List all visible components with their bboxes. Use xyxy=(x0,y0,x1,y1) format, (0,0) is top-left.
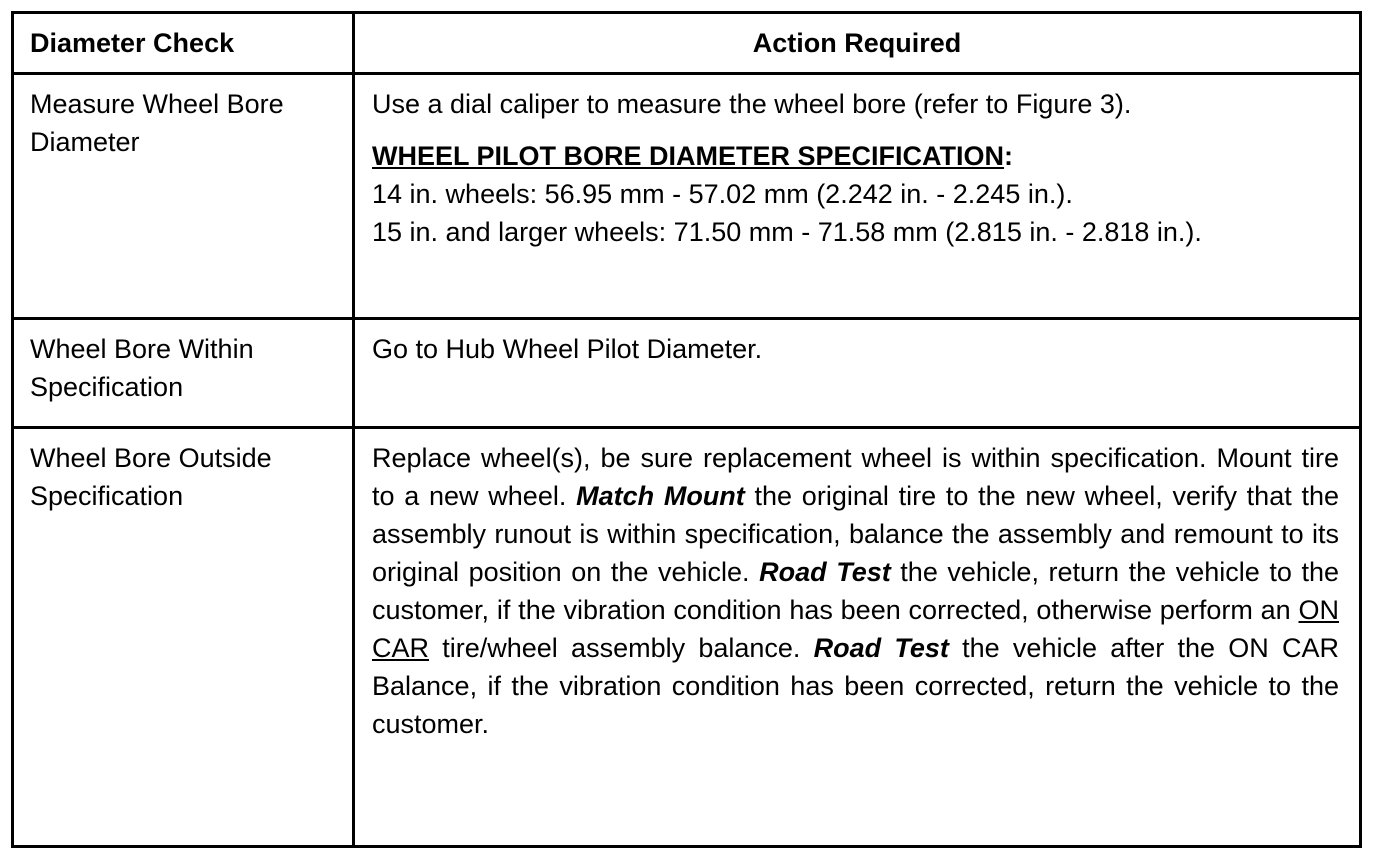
action-cell xyxy=(354,428,1361,847)
column-header-action-required: Action Required xyxy=(354,13,1361,74)
column-header-diameter-check: Diameter Check xyxy=(13,13,354,74)
spec-heading xyxy=(372,137,1339,175)
action-text: tire/wheel assembly balance. xyxy=(429,633,814,663)
action-text: the vehicle, return the vehicle to the customer, if the vibration condition has been corrected, otherwise perform an xyxy=(372,557,1340,625)
emphasis-road-test: Road Test xyxy=(813,633,949,663)
underline-on-car: ON CAR xyxy=(372,595,1339,663)
emphasis-match-mount: Match Mount xyxy=(576,481,745,511)
action-text: the original tire to the new wheel, verify that the assembly runout is within specification, balance the assembly and remount to its original position on the vehicle. xyxy=(372,481,1339,587)
emphasis-road-test: Road Test xyxy=(759,557,891,587)
table-header-row xyxy=(13,13,1361,74)
check-cell: Measure Wheel Bore Diameter xyxy=(13,74,354,319)
spec-line: 15 in. and larger wheels: 71.50 mm - 71.58 mm (2.815 in. - 2.818 in.). xyxy=(372,217,1202,247)
spec-heading-text: WHEEL PILOT BORE DIAMETER SPECIFICATION xyxy=(372,141,1005,171)
spec-line: 14 in. wheels: 56.95 mm - 57.02 mm (2.242 in. - 2.245 in.). xyxy=(372,179,1073,209)
action-text: Replace wheel(s), be sure replacement wheel is within specification. Mount tire to a new wheel. xyxy=(372,443,1339,511)
action-intro: Use a dial caliper to measure the wheel bore (refer to Figure 3). xyxy=(372,89,1132,119)
check-cell: Wheel Bore Outside Specification xyxy=(13,428,354,847)
action-cell: Go to Hub Wheel Pilot Diameter. xyxy=(354,319,1361,428)
table-row xyxy=(13,74,1361,319)
action-cell xyxy=(354,74,1361,319)
spec-heading-colon: : xyxy=(1004,141,1014,171)
diameter-check-table xyxy=(11,11,1362,848)
table-row xyxy=(13,319,1361,428)
action-text: the vehicle after the ON CAR Balance, if the vibration condition has been corrected, return the vehicle to the customer. xyxy=(372,633,1340,739)
table-row xyxy=(13,428,1361,847)
check-cell: Wheel Bore Within Specification xyxy=(13,319,354,428)
